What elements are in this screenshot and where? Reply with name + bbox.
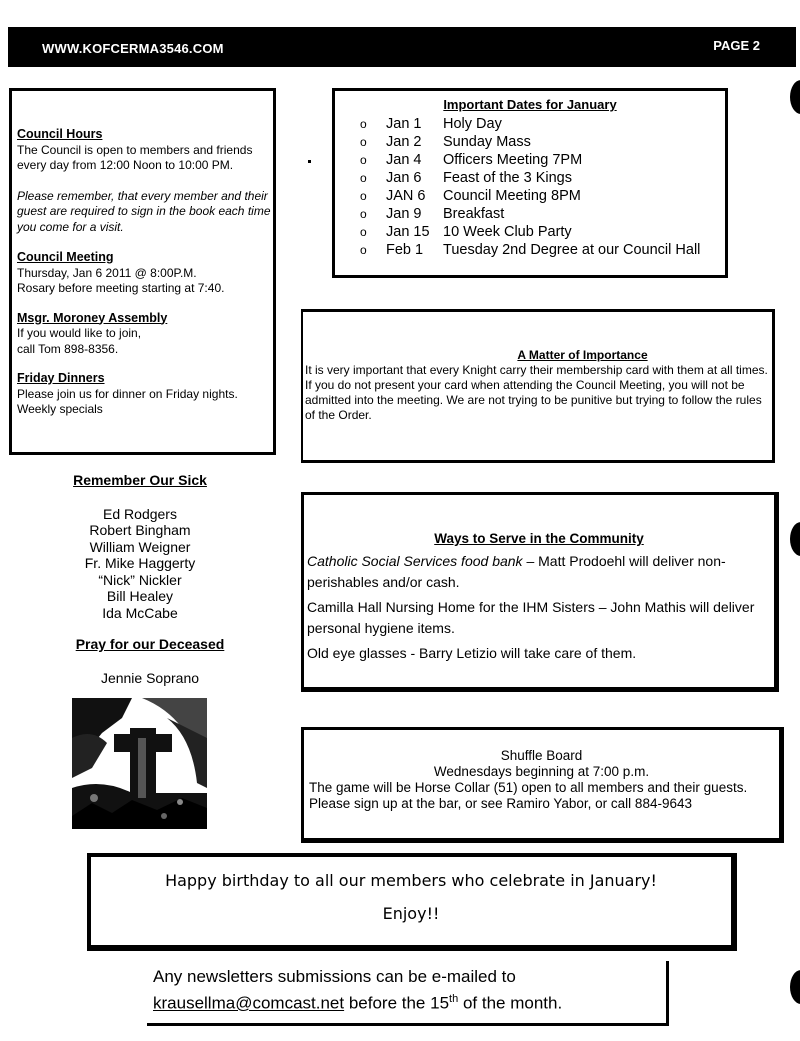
ways-to-serve-box (301, 492, 779, 692)
serve-item (307, 551, 774, 593)
matter-title: A Matter of Importance (517, 348, 648, 362)
date-item (360, 187, 720, 205)
serve-item-text: – Matt Prodoehl will deliver non-perishables and/or cash. (307, 553, 726, 590)
website-url[interactable]: WWW.KOFCERMA3546.COM (42, 41, 224, 56)
sick-name: “Nick” Nickler (98, 571, 182, 588)
shuffle-line2: Please sign up at the bar, or see Ramiro Yabor, or call 884-9643 (309, 796, 692, 811)
event-label: Holy Day (443, 116, 502, 132)
event-label: Officers Meeting 7PM (443, 152, 583, 168)
council-info-box (9, 88, 276, 455)
sick-title: Remember Our Sick (73, 472, 207, 488)
important-dates-list (360, 115, 720, 259)
sick-name: Bill Healey (106, 588, 174, 604)
important-dates-title: Important Dates for January (443, 97, 617, 112)
submissions-deadline: before the 15 (344, 993, 450, 1013)
matter-text: It is very important that every Knight carry their membership card with them at all times. If you do not present your card when attending the Council Meeting, you will not be admitted into the meeting. We are not trying to be punitive but trying to follow the rules of the Order. (305, 363, 768, 422)
sign-in-reminder: Please remember, that every member and their guest are required to sign in the book each time you come for a visit. (17, 188, 271, 234)
bullet-icon: o (360, 117, 367, 131)
event-label: Feast of the 3 Kings (443, 170, 572, 186)
binder-hole-icon (790, 80, 800, 114)
event-label: 10 Week Club Party (443, 224, 572, 240)
sick-name: Robert Bingham (89, 522, 191, 538)
date-item (360, 115, 720, 133)
sick-name: Ed Rodgers (103, 505, 177, 522)
serve-item: Old eye glasses - Barry Letizio will take care of them. (307, 645, 637, 661)
important-dates-box (332, 88, 728, 278)
date-item (360, 133, 720, 151)
sick-list-section (40, 472, 240, 621)
shuffle-board-box (301, 727, 784, 843)
council-meeting-title: Council Meeting (17, 250, 114, 264)
bullet-icon: o (360, 135, 367, 149)
page-header (8, 27, 796, 67)
submissions-deadline-end: of the month. (458, 993, 563, 1013)
memorial-cross-image (72, 698, 207, 829)
date-label: Jan 6 (386, 170, 422, 186)
date-item (360, 151, 720, 169)
submissions-line1: Any newsletters submissions can be e-mailed to (153, 967, 516, 986)
bullet-icon: o (360, 225, 367, 239)
bullet-icon: o (360, 171, 367, 185)
council-meeting-line2: Rosary before meeting starting at 7:40. (17, 281, 225, 295)
ordinal-suffix: th (449, 993, 459, 1005)
date-label: Jan 15 (386, 224, 430, 240)
sick-name: Fr. Mike Haggerty (84, 555, 196, 571)
birthday-line2: Enjoy!! (382, 904, 440, 923)
shuffle-line1: The game will be Horse Collar (51) open to all members and their guests. (309, 780, 748, 795)
print-speck (308, 160, 311, 163)
shuffle-title: Shuffle Board (500, 748, 583, 763)
sick-name: Ida McCabe (102, 604, 178, 621)
bullet-icon: o (360, 153, 367, 167)
serve-item: Camilla Hall Nursing Home for the IHM Sisters – John Mathis will deliver personal hygiene items. (307, 599, 755, 636)
date-item (360, 223, 720, 241)
council-hours-text: The Council is open to members and friends every day from 12:00 Noon to 10:00 PM. (17, 142, 253, 172)
serve-item-org: Catholic Social Services food bank (307, 553, 523, 569)
event-label: Breakfast (443, 206, 505, 222)
date-label: Jan 1 (386, 116, 422, 132)
date-label: JAN 6 (386, 188, 426, 204)
birthday-line1: Happy birthday to all our members who celebrate in January! (165, 871, 657, 890)
assembly-title: Msgr. Moroney Assembly (17, 310, 168, 325)
bullet-icon: o (360, 243, 367, 257)
assembly-line2: call Tom 898-8356. (17, 341, 119, 356)
submission-email-link[interactable]: krausellma@comcast.net (153, 993, 345, 1013)
bullet-icon: o (360, 207, 367, 221)
serve-title: Ways to Serve in the Community (434, 531, 644, 546)
shuffle-when: Wednesdays beginning at 7:00 p.m. (433, 764, 650, 779)
matter-of-importance-box (301, 309, 775, 463)
event-label: Sunday Mass (443, 134, 531, 150)
date-label: Jan 2 (386, 134, 422, 150)
submissions-box (147, 961, 669, 1026)
friday-dinners-line2: Weekly specials (17, 402, 103, 416)
binder-hole-icon (790, 522, 800, 556)
date-label: Jan 4 (386, 152, 422, 168)
deceased-section (40, 636, 260, 686)
page-number: PAGE 2 (713, 38, 760, 53)
binder-hole-icon (790, 970, 800, 1004)
event-label: Council Meeting 8PM (443, 188, 581, 204)
date-item (360, 205, 720, 223)
council-hours-title: Council Hours (17, 127, 103, 141)
assembly-line1: If you would like to join, (17, 326, 142, 340)
sick-name: William Weigner (89, 538, 191, 555)
council-meeting-line1: Thursday, Jan 6 2011 @ 8:00P.M. (17, 265, 197, 280)
date-item (360, 241, 720, 259)
bullet-icon: o (360, 189, 367, 203)
deceased-name: Jennie Soprano (100, 670, 200, 686)
date-item (360, 169, 720, 187)
date-label: Feb 1 (386, 242, 424, 258)
friday-dinners-line1: Please join us for dinner on Friday nights. (17, 386, 238, 401)
date-label: Jan 9 (386, 206, 422, 222)
deceased-title: Pray for our Deceased (75, 636, 225, 652)
friday-dinners-title: Friday Dinners (17, 371, 105, 385)
birthday-box (87, 853, 737, 951)
submissions-line2 (153, 988, 666, 1015)
event-label: Tuesday 2nd Degree at our Council Hall (443, 242, 701, 258)
